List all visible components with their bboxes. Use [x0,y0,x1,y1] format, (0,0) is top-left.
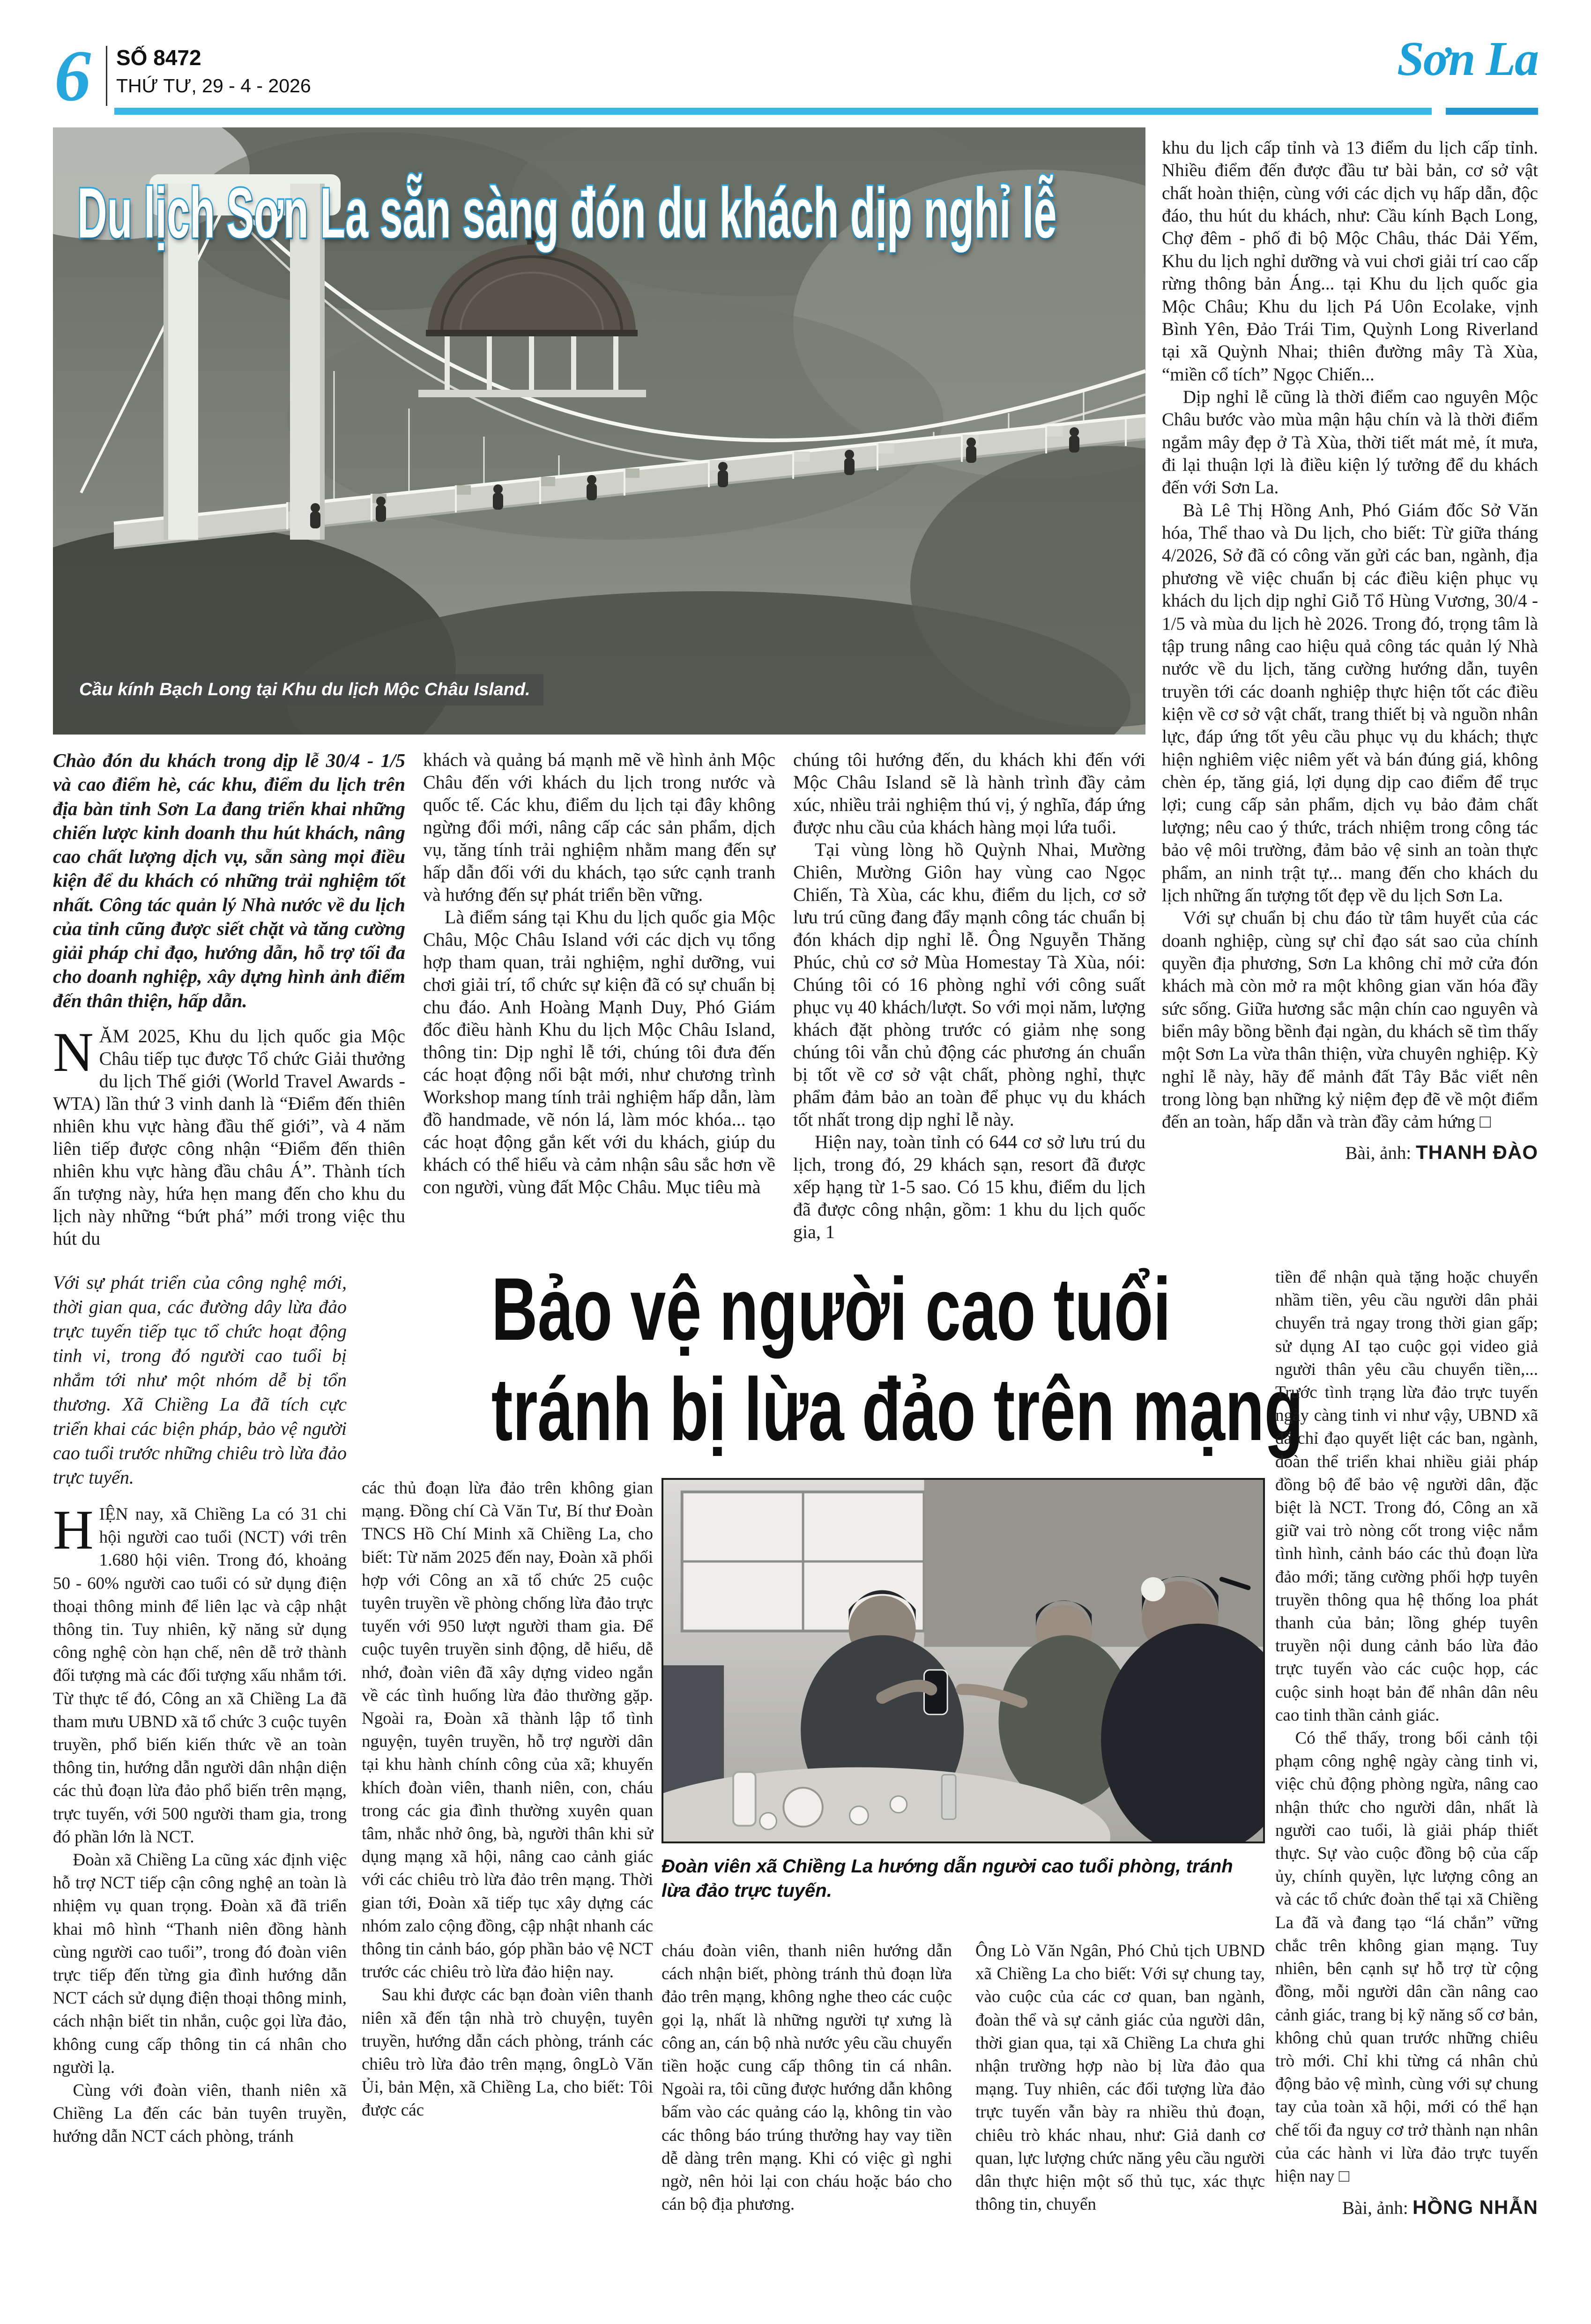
article2-headline-line1: Bảo vệ người cao tuổi [491,1260,1171,1359]
article1-lead: Chào đón du khách trong dịp lễ 30/4 - 1/5 và cao điểm hè, các khu, điểm du lịch trên địa bàn tỉnh Sơn La đang triển khai những chiến lược kinh doanh thu hút khách, nâng cao chất lượng dịch vụ, sẵn sàng mọi điều kiện để du khách có những trải nghiệm tốt nhất. Công tác quản lý Nhà nước về du lịch của tỉnh cũng được siết chặt và tăng cường giải pháp chỉ đạo, hướng dẫn, hỗ trợ tối đa cho doanh nghiệp, xây dựng hình ảnh điểm đến thân thiện, hấp dẫn. [53,750,405,1011]
article2-column-2 [362,1477,653,2122]
paragraph: Dịp nghỉ lễ cũng là thời điểm cao nguyên Mộc Châu bước vào mùa mận hậu chín và là thời điểm ngắm mây đẹp ở Tà Xùa, thời tiết mát mẻ, ít mưa, đi lại thuận lợi là điều kiện lý tưởng để du khách đến với Sơn La. [1162,386,1538,498]
paragraph: Sau khi được các bạn đoàn viên thanh niên xã đến tận nhà trò chuyện, tuyên truyền, hướng dẫn cách phòng, tránh các chiêu trò lừa đảo trên mạng, ôngLò Văn Ủi, bản Mện, xã Chiềng La, cho biết: Tôi được các [362,1985,653,2120]
paragraph: Là điểm sáng tại Khu du lịch quốc gia Mộc Châu, Mộc Châu Island với các dịch vụ tổng hợp tham quan, trải nghiệm, nghỉ dưỡng, vui chơi giải trí, tổ chức sự kiện đã có sự chuẩn bị chu đáo. Anh Hoàng Mạnh Duy, Phó Giám đốc điều hành Khu du lịch Mộc Châu Island, thông tin: Dịp nghỉ lễ tới, chúng tôi đưa đến các hoạt động nổi bật mới, như chương trình Workshop mang tính trải nghiệm hấp dẫn, làm đồ handmade, vẽ nón lá, làm móc khóa... tạo các hoạt động gắn kết với du khách, giúp du khách có thể hiểu và cảm nhận sâu sắc hơn về con người, vùng đất Mộc Châu. Mục tiêu mà [423,906,775,1197]
paragraph: Có thể thấy, trong bối cảnh tội phạm công nghệ ngày càng tinh vi, việc chủ động phòng ngừa, nâng cao nhận thức cho người dân, nhất là người cao tuổi, là giải pháp thiết thực. Sự vào cuộc đồng bộ của cấp ủy, chính quyền, lực lượng công an và các tổ chức đoàn thể tại xã Chiềng La đã và đang tạo “lá chắn” vững chắc trên không gian mạng. Tuy nhiên, bên cạnh sự hỗ trợ từ cộng đồng, mỗi người dân cần nâng cao cảnh giác, trang bị kỹ năng số cơ bản, không chủ quan trước những chiêu trò mới. Chỉ khi từng cá nhân chủ động bảo vệ mình, cùng với sự chung tay của toàn xã hội, mới có thể hạn chế tối đa nguy cơ trở thành nạn nhân của các hành vi lừa đảo trực tuyến hiện nay □ [1275,1729,1538,2186]
byline-label: Bài, ảnh: [1345,1143,1412,1163]
article2-column-4 [975,1939,1265,2216]
page-number: 6 [54,35,91,116]
paragraph: NĂM 2025, Khu du lịch quốc gia Mộc Châu tiếp tục được Tổ chức Giải thưởng du lịch Thế giới (World Travel Awards - WTA) lần thứ 3 vinh danh là “Điểm đến thiên nhiên khu vực hàng đầu thế giới”, và 4 năm liên tiếp được công nhận “Điểm đến thiên nhiên khu vực hàng đầu châu Á”. Thành tích ấn tượng này, hứa hẹn mang đến cho khu du lịch này những “bứt phá” mới trong việc thu hút du [53,1020,405,1249]
community-photo-art [663,1480,1263,1841]
header-bar [114,108,1432,115]
paragraph: khu du lịch cấp tỉnh và 13 điểm du lịch cấp tỉnh. Nhiều điểm đến được đầu tư bài bản, cơ sở vật chất hoàn thiện, cùng với các dịch vụ hấp dẫn, độc đáo, thu hút du khách, như: Cầu kính Bạch Long, Chợ đêm - phố đi bộ Mộc Châu, thác Dải Yếm, Khu du lịch nghỉ dưỡng và vui chơi giải trí cao cấp rừng thông bản Áng... tại Khu du lịch quốc gia Mộc Châu; Khu du lịch Pá Uôn Ecolake, vịnh Bình Yên, Đảo Trái Tim, Quỳnh Long Riverland tại xã Quỳnh Nhai; thiên đường mây Tà Xùa, “miền cổ tích” Ngọc Chiến... [1162,138,1538,385]
article1-byline [1162,1140,1538,1165]
paragraph: HIỆN nay, xã Chiềng La có 31 chi hội người cao tuổi (NCT) với trên 1.680 hội viên. Trong đó, khoảng 50 - 60% người cao tuổi có sử dụng điện thoại thông minh để liên lạc và cập nhật thông tin. Tuy nhiên, kỹ năng sử dụng công nghệ còn hạn chế, nên dễ trở thành đối tượng mà các đối tượng xấu nhắm tới. Từ thực tế đó, Công an xã Chiềng La đã tham mưu UBND xã tổ chức 3 cuộc tuyên truyền, phổ biến kiến thức về an toàn thông tin, hướng dẫn người dân nhận diện các thủ đoạn lừa đảo phổ biến trên mạng, trực tuyến, với 500 người tham gia, trong đó phần lớn là NCT. [53,1499,347,1847]
paragraph: Tại vùng lòng hồ Quỳnh Nhai, Mường Chiên, Mường Giôn hay vùng cao Ngọc Chiến, Tà Xùa, các khu, điểm du lịch, cơ sở lưu trú cũng đang đẩy mạnh công tác chuẩn bị đón khách dịp nghỉ lễ. Ông Nguyễn Thăng Phúc, chủ cơ sở Mùa Homestay Tà Xùa, nói: Chúng tôi có 16 phòng nghỉ với công suất phục vụ 40 khách/lượt. So với mọi năm, lượng khách đặt phòng trước có giảm nhẹ song chúng tôi vẫn chủ động các phương án chuẩn bị tốt về cơ sở vật chất, phòng nghỉ, thực phẩm đảm bảo an toàn để phục vụ du khách tốt nhất trong dịp nghỉ lễ này. [793,839,1145,1130]
community-photo-caption: Đoàn viên xã Chiềng La hướng dẫn người cao tuổi phòng, tránh lừa đảo trực tuyến. [662,1856,1233,1901]
paragraph: chúng tôi hướng đến, du khách khi đến với Mộc Châu Island sẽ là hành trình đầy cảm xúc, nhiều trải nghiệm thú vị, ý nghĩa, đáp ứng được nhu cầu của khách hàng mọi lứa tuổi. [793,749,1145,838]
paragraph: cháu đoàn viên, thanh niên hướng dẫn cách nhận biết, phòng tránh thủ đoạn lừa đảo trên mạng, không nghe theo các cuộc gọi lạ, nhất là những người tự xưng là công an, cán bộ nhà nước yêu cầu chuyển tiền hoặc cung cấp thông tin cá nhân. Ngoài ra, tôi cũng được hướng dẫn không bấm vào các quảng cáo lạ, không tin vào các thông báo trúng thưởng hay vay tiền dễ dàng trên mạng. Khi có việc gì nghi ngờ, nên hỏi lại con cháu hoặc báo cho cán bộ địa phương. [662,1941,952,2214]
bridge-photo-caption: Cầu kính Bạch Long tại Khu du lịch Mộc Châu Island. [66,674,543,705]
issue-number: SỐ 8472 [116,45,201,70]
article2-column-5 [1275,1266,1538,2220]
paragraph: Bà Lê Thị Hồng Anh, Phó Giám đốc Sở Văn hóa, Thể thao và Du lịch, cho biết: Từ giữa tháng 4/2026, Sở đã có công văn gửi các ban, ngành, địa phương về việc chuẩn bị các điều kiện phục vụ khách du lịch dịp nghỉ Giỗ Tổ Hùng Vương, 30/4 - 1/5 và mùa du lịch hè 2026. Trong đó, trọng tâm là tập trung nâng cao hiệu quả công tác quản lý Nhà nước về du lịch, tăng cường hướng dẫn, tuyên truyền tới các doanh nghiệp thực hiện tốt các điều kiện về cơ sở vật chất, trang thiết bị và nguồn nhân lực, đáp ứng tốt yêu cầu phục vụ du khách; thực hiện nghiêm việc niêm yết và bán đúng giá, không chèn ép, tăng giá, lợi dụng dịp cao điểm để trục lợi; cung cấp sản phẩm, dịch vụ bảo đảm chất lượng; nêu cao ý thức, trách nhiệm trong công tác bảo vệ môi trường, đảm bảo vệ sinh an toàn thực phẩm, an ninh trật tự... mang đến cho khách du lịch những ấn tượng tốt đẹp về du lịch Sơn La. [1162,500,1538,906]
article1-headline: Du lịch Sơn La sẵn sàng đón du khách dịp nghỉ lễ [77,173,1057,253]
issue-date: THỨ TƯ, 29 - 4 - 2026 [116,75,311,97]
article2-headline [365,1259,1304,1460]
paragraph: Hiện nay, toàn tỉnh có 644 cơ sở lưu trú du lịch, trong đó, 29 khách sạn, resort đã được xếp hạng từ 1-5 sao. Có 15 khu, điểm du lịch đã được công nhận, gồm: 1 khu du lịch quốc gia, 1 [793,1131,1145,1242]
bridge-photo [53,127,1145,735]
article2-byline [1275,2194,1538,2220]
article1-right-column [1162,137,1538,1165]
paragraph: Ông Lò Văn Ngân, Phó Chủ tịch UBND xã Chiềng La cho biết: Với sự chung tay, vào cuộc của các cơ quan, ban ngành, đoàn thể và sự cảnh giác của người dân, thời gian qua, tại xã Chiềng La chưa ghi nhận trường hợp nào bị lừa đảo qua mạng. Tuy nhiên, các đối tượng lừa đảo trực tuyến vẫn bày ra nhiều thủ đoạn, chiêu trò khác nhau, như: Giả danh cơ quan, lực lượng chức năng yêu cầu người dân thực hiện một số thủ tục, xác thực thông tin, chuyển [975,1941,1265,2214]
article2-column-3 [662,1939,952,2216]
paragraph: Với sự chuẩn bị chu đáo từ tâm huyết của các doanh nghiệp, cùng sự chỉ đạo sát sao của chính quyền địa phương, Sơn La không chỉ mở cửa đón khách mà còn mở ra một không gian văn hóa đầy sức sống. Giữa hương sắc mận chín cao nguyên và biển mây bồng bềnh đại ngàn, du khách sẽ tìm thấy một Sơn La vừa thân thiện, vừa chuyên nghiệp. Kỳ nghỉ lễ này, hãy để mảnh đất Tây Bắc viết nên trong lòng bạn những kỷ niệm đẹp đẽ về một điểm đến an toàn, hấp dẫn và tràn đầy cảm hứng □ [1162,908,1538,1132]
paragraph: các thủ đoạn lừa đảo trên không gian mạng. Đồng chí Cà Văn Tư, Bí thư Đoàn TNCS Hồ Chí Minh xã Chiềng La, cho biết: Từ năm 2025 đến nay, Đoàn xã phối hợp với Công an xã tổ chức 25 cuộc tuyên truyền về phòng chống lừa đảo trực tuyến với 950 lượt người tham gia. Để cuộc tuyên truyền sinh động, dễ hiểu, dễ nhớ, đoàn viên đã xây dựng video ngắn về các tình huống lừa đảo thường gặp. Ngoài ra, Đoàn xã thành lập tổ tình nguyện, tuyên truyền, hỗ trợ người dân tại khu hành chính công của xã; khuyến khích đoàn viên, thanh niên, con, cháu trong các gia đình thường xuyên quan tâm, nhắc nhở ông, bà, người thân khi sử dụng mạng xã hội, nâng cao cảnh giác với các chiêu trò lừa đảo trên mạng. Thời gian tới, Đoàn xã tiếp tục xây dựng các nhóm zalo cộng đồng, cập nhật nhanh các thông tin cảnh báo, góp phần bảo vệ NCT trước các chiêu trò lừa đảo hiện nay. [362,1478,653,1982]
masthead-logo: Sơn La [1397,32,1538,86]
article1-column-2 [423,749,775,1250]
byline-label: Bài, ảnh: [1342,2198,1408,2219]
paragraph: khách và quảng bá mạnh mẽ về hình ảnh Mộc Châu đến với khách du lịch trong nước và quốc tế. Các khu, điểm du lịch tại đây không ngừng đổi mới, nâng cấp các sản phẩm, dịch vụ, tăng tính trải nghiệm nhằm mang đến sự hấp dẫn đối với du khách, tạo sức cạnh tranh và hướng đến sự phát triển bền vững. [423,749,775,905]
header-bar-right [1446,108,1538,115]
article1-column-3 [793,749,1145,1250]
paragraph: Đoàn xã Chiềng La cũng xác định việc hỗ trợ NCT tiếp cận công nghệ an toàn là nhiệm vụ quan trọng. Đoàn xã đã triển khai mô hình “Thanh niên đồng hành cùng người cao tuổi”, trong đó đoàn viên trực tiếp đến từng gia đình hướng dẫn NCT cách sử dụng điện thoại thông minh, cách nhận biết tin nhắn, cuộc gọi lừa đảo, không cung cấp thông tin cá nhân cho người lạ. [53,1850,347,2077]
byline-author: HỒNG NHẪN [1413,2196,1538,2219]
article2-headline-line2: tránh bị lừa đảo trên mạng [491,1360,1304,1459]
header-divider [106,46,107,106]
article1-column-1 [53,749,405,1250]
article2-column-1 [53,1499,347,2148]
paragraph: tiền để nhận quà tặng hoặc chuyển nhầm tiền, yêu cầu người dân phải chuyển trả ngay trong thời gian gấp; sử dụng AI tạo cuộc gọi video giả người thân yêu cầu chuyển tiền,... Trước tình trạng lừa đảo trực tuyến ngày càng tinh vi như vậy, UBND xã đã chỉ đạo quyết liệt các ban, ngành, đoàn thể triển khai nhiều giải pháp đồng bộ để bảo vệ người dân, đặc biệt là NCT. Trong đó, Công an xã giữ vai trò nòng cốt trong việc nắm tình hình, cảnh báo các thủ đoạn lừa đảo mới; tăng cường phối hợp tuyên truyền thông qua hệ thống loa phát thanh của bản; lồng ghép tuyên truyền nội dung cảnh báo lừa đảo trực tuyến vào các cuộc họp, các cuộc sinh hoạt bản để nhân dân nêu cao tinh thần cảnh giác. [1275,1268,1538,1725]
article2-intro: Với sự phát triển của công nghệ mới, thời gian qua, các đường dây lừa đảo trực tuyến tiếp tục tổ chức hoạt động tinh vi, trong đó người cao tuổi bị nhắm tới như một nhóm dễ bị tổn thương. Xã Chiềng La đã tích cực triển khai các biện pháp, bảo vệ người cao tuổi trước những chiêu trò lừa đảo trực tuyến. [53,1272,347,1488]
dropcap-letter: H [53,1499,94,1561]
article1-columns [53,749,1145,1250]
byline-author: THANH ĐÀO [1416,1141,1538,1163]
community-photo [662,1478,1265,1843]
paragraph: Cùng với đoàn viên, thanh niên xã Chiềng La đến các bản tuyên truyền, hướng dẫn NCT cách phòng, tránh [53,2081,347,2146]
dropcap-letter: N [53,1020,94,1083]
